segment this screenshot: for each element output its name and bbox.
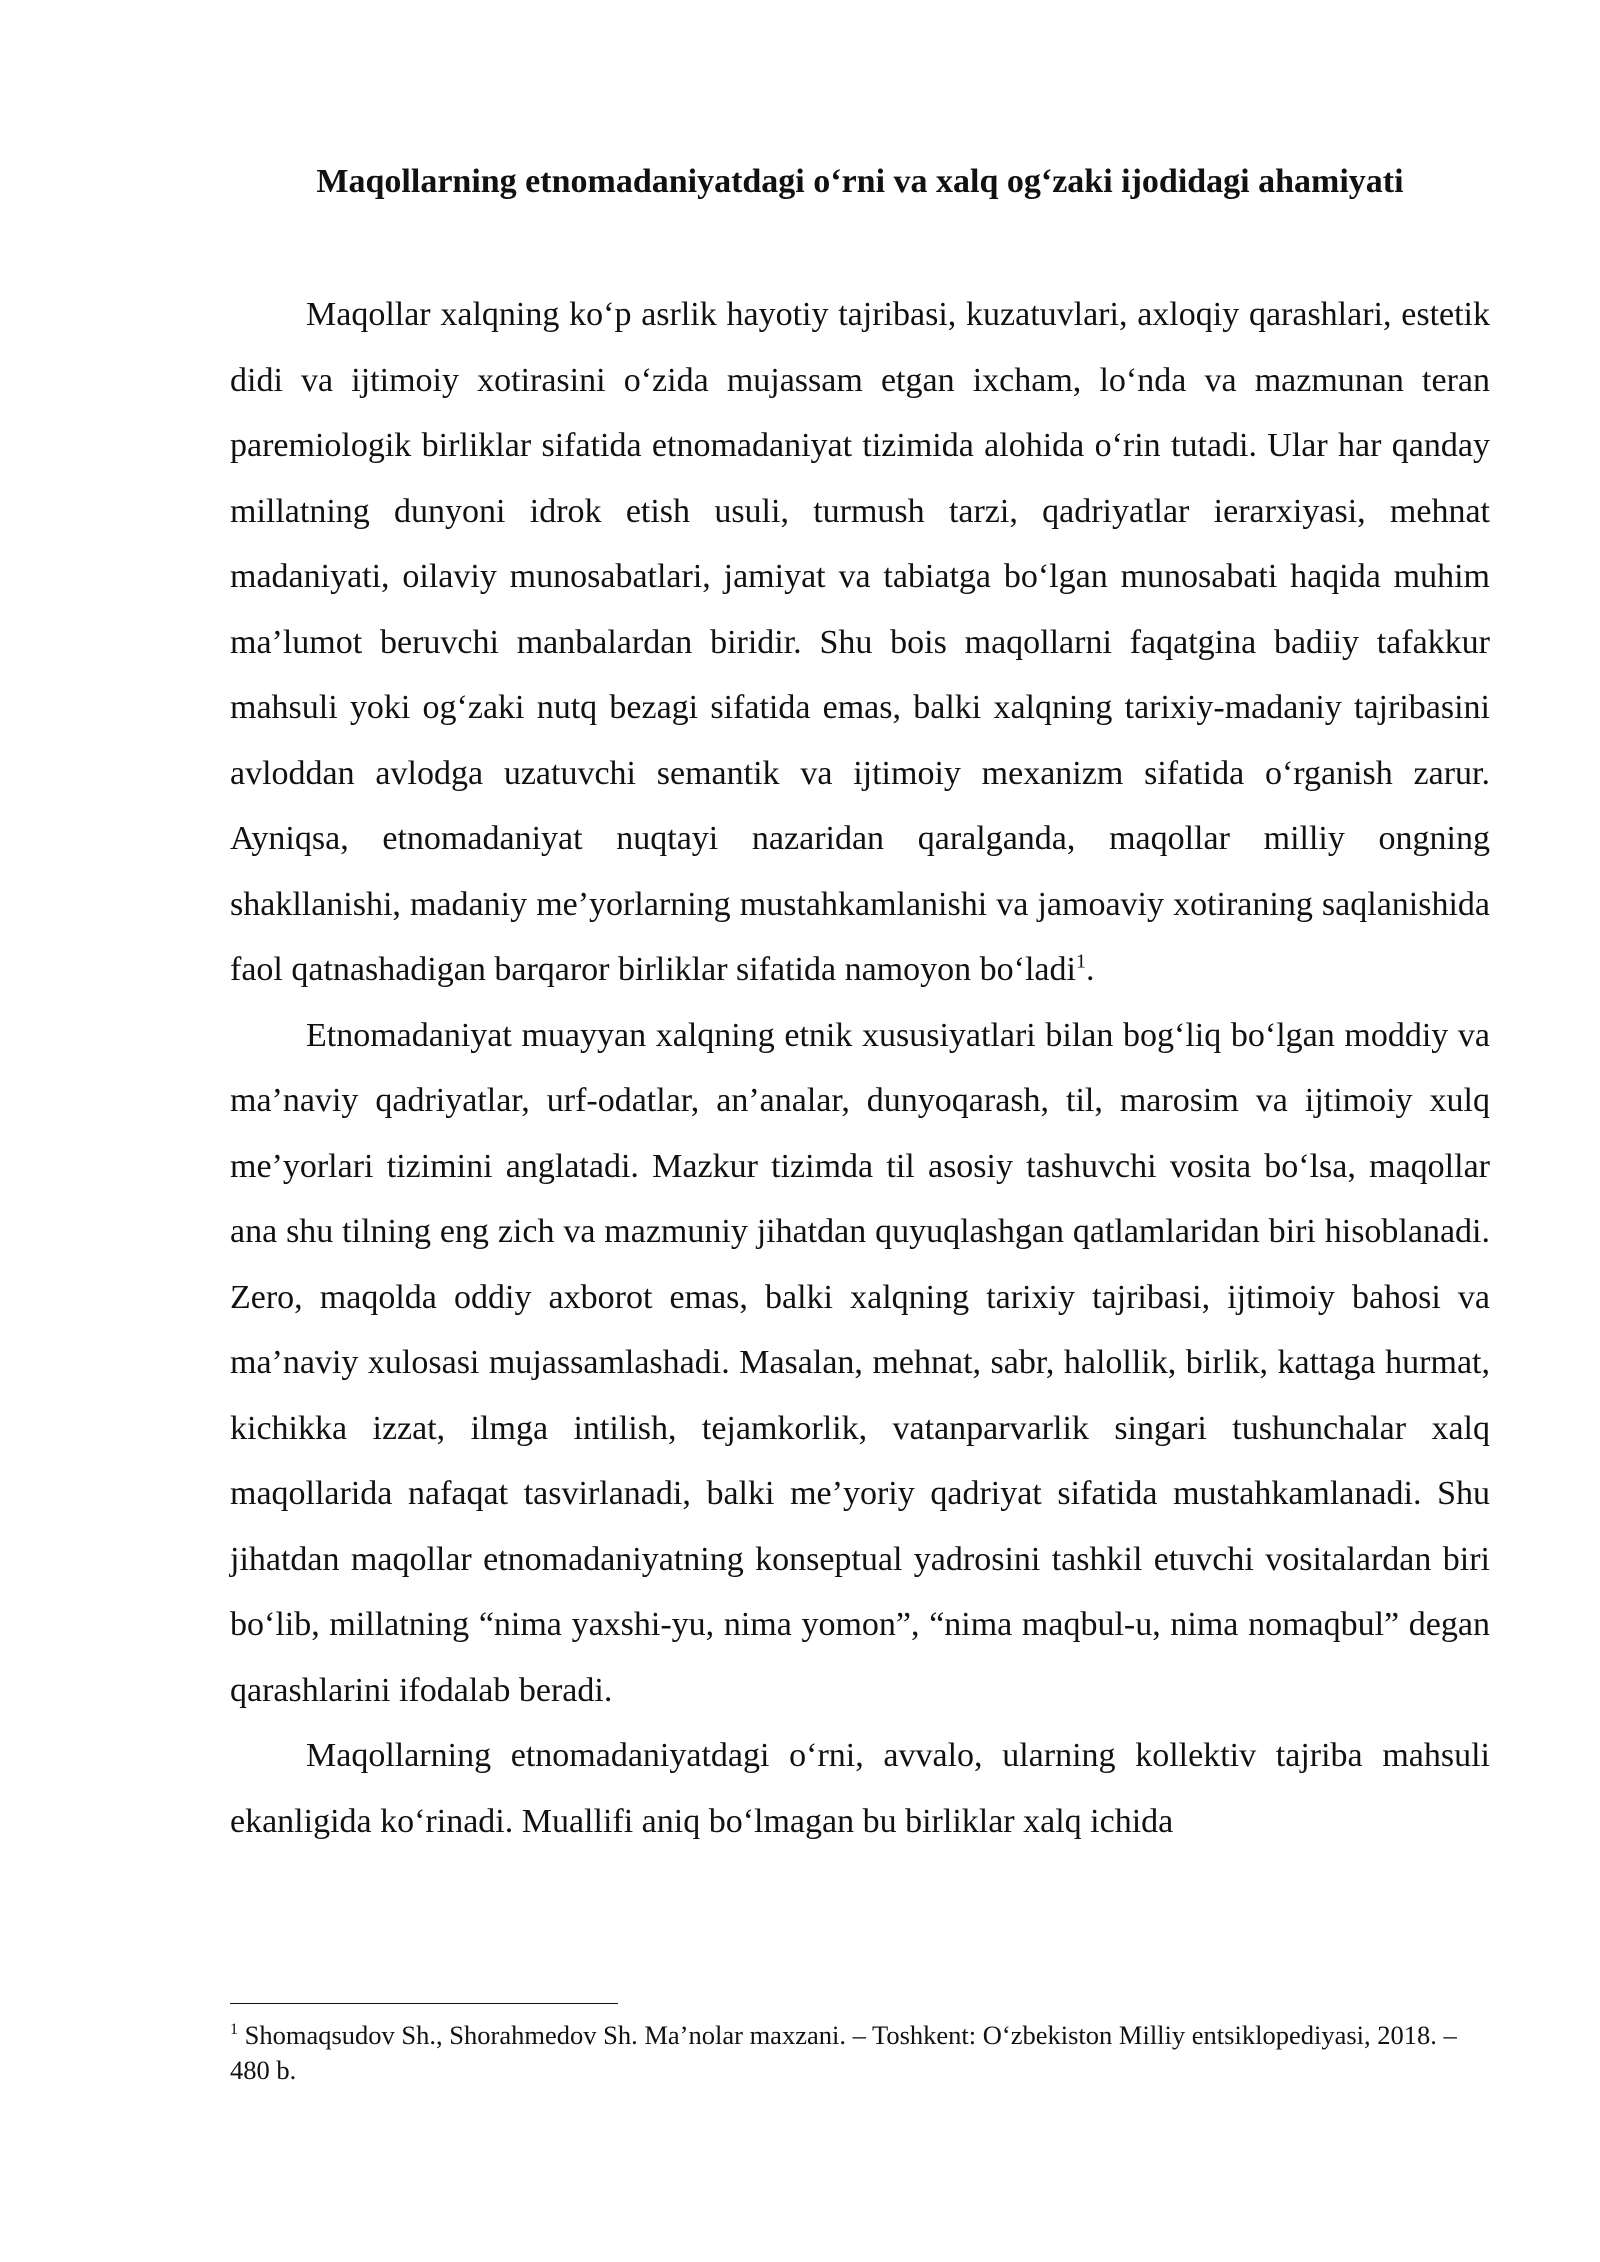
paragraph-1-end: . xyxy=(1085,951,1095,988)
footnote-number: 1 xyxy=(230,2021,238,2039)
paragraph-2: Etnomadaniyat muayyan xalqning etnik xususiyatlari bilan bog‘liq bo‘lgan moddiy va ma’naviy qadriyatlar, urf-odatlar, an’analar, dunyoqarash, til, marosim va ijtimoiy xulq me’yorlari tizimini anglatadi. Mazkur tizimda til asosiy tashuvchi vosita bo‘lsa, maqollar ana shu tilning eng zich va mazmuniy jihatdan quyuqlashgan qatlamlaridan biri hisoblanadi. Zero, maqolda oddiy axborot emas, balki xalqning tarixiy tajribasi, ijtimoiy bahosi va ma’naviy xulosasi mujassamlashadi. Masalan, mehnat, sabr, halollik, birlik, kattaga hurmat, kichikka izzat, ilmga intilish, tejamkorlik, vatanparvarlik singari tushunchalar xalq maqollarida nafaqat tasvirlanadi, balki me’yoriy qadriyat sifatida mustahkamlanadi. Shu jihatdan maqollar etnomadaniyatning konseptual yadrosini tashkil etuvchi vositalardan biri bo‘lib, millatning “nima yaxshi-yu, nima yomon”, “nima maqbul-u, nima nomaqbul” degan qarashlarini ifodalab beradi. xyxy=(230,1016,1490,1709)
document-body xyxy=(230,282,1490,1854)
paragraph-1 xyxy=(230,282,1490,1003)
paragraph-3: Maqollarning etnomadaniyatdagi o‘rni, avvalo, ularning kollektiv tajriba mahsuli ekanligida ko‘rinadi. Muallifi aniq bo‘lmagan bu birliklar xalq ichida xyxy=(230,1737,1490,1840)
footnote-reference[interactable]: 1 xyxy=(1075,950,1086,973)
paragraph-1-text: Maqollar xalqning ko‘p asrlik hayotiy tajribasi, kuzatuvlari, axloqiy qarashlari, estetik didi va ijtimoiy xotirasini o‘zida mujassam etgan ixcham, lo‘nda va mazmunan teran paremiologik birliklar sifatida etnomadaniyat tizimida alohida o‘rin tutadi. Ular har qanday millatning dunyoni idrok etish usuli, turmush tarzi, qadriyatlar ierarxiyasi, mehnat madaniyati, oilaviy munosabatlari, jamiyat va tabiatga bo‘lgan munosabati haqida muhim ma’lumot beruvchi manbalardan biridir. Shu bois maqollarni faqatgina badiiy tafakkur mahsuli yoki og‘zaki nutq bezagi sifatida emas, balki xalqning tarixiy-madaniy tajribasini avloddan avlodga uzatuvchi semantik va ijtimoiy mexanizm sifatida o‘rganish zarur. Ayniqsa, etnomadaniyat nuqtayi nazaridan qaralganda, maqollar milliy ongning shakllanishi, madaniy me’yorlarning mustahkamlanishi va jamoaviy xotiraning saqlanishida faol qatnashadigan barqaror birliklar sifatida namoyon bo‘ladi xyxy=(230,296,1490,988)
footnote-separator xyxy=(230,2003,618,2004)
footnote-text: Shomaqsudov Sh., Shorahmedov Sh. Ma’nolar maxzani. – Toshkent: O‘zbekiston Milliy entsiklopediyasi, 2018. – 480 b. xyxy=(230,2020,1457,2085)
footnote xyxy=(230,2018,1490,2088)
document-title: Maqollarning etnomadaniyatdagi o‘rni va xalq og‘zaki ijodidagi ahamiyati xyxy=(316,163,1404,200)
